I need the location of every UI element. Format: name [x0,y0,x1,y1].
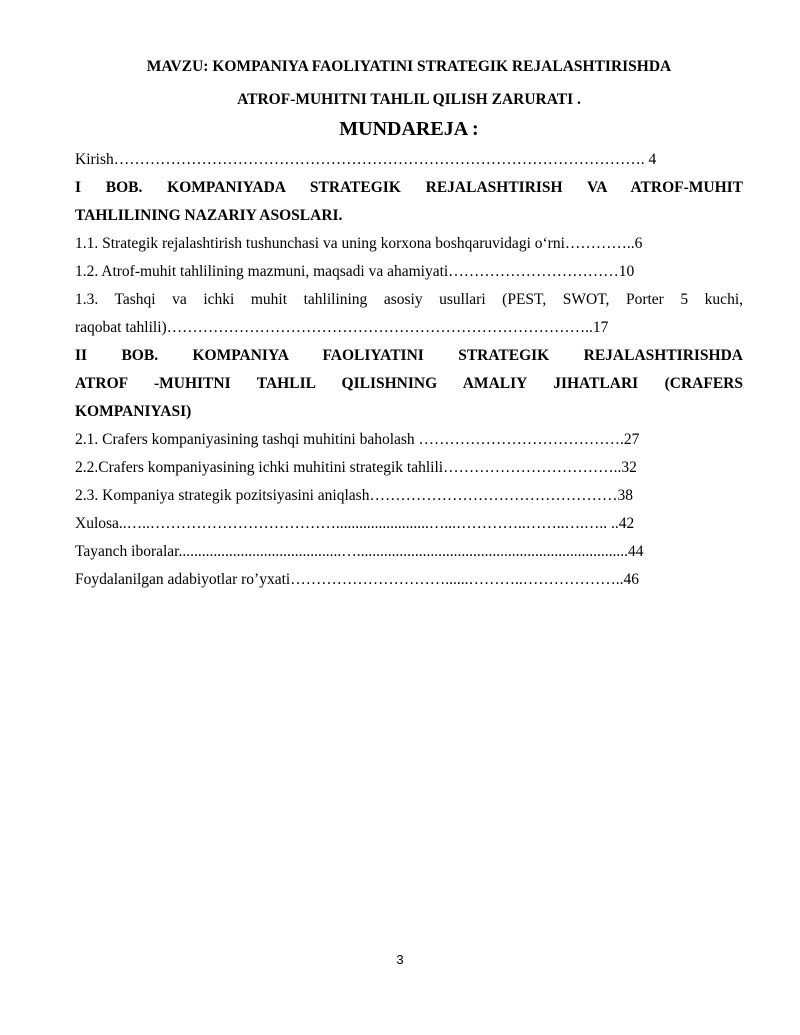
toc-chapter-2-title-end: KOMPANIYASI) [75,403,192,420]
page-number: 3 [396,952,404,967]
toc-entry-intro: Kirish…………………………………………………………………………………………. 4 [75,151,657,168]
toc-chapter-2-title: II BOB. KOMPANIYA FAOLIYATINI STRATEGIK REJALASHTIRISHDA [75,347,743,364]
toc-entry-2-1: 2.1. Crafers kompaniyasining tashqi muhitini baholash ………………………………….27 [75,431,640,448]
document-title-line-1: MAVZU: KOMPANIYA FAOLIYATINI STRATEGIK REJALASHTIRISHDA [146,58,672,75]
document-page [75,50,743,594]
toc-entry-conclusion: Xulosa..…..………………………………........................…...…………..……..….….. ..42 [75,515,635,532]
toc-entry-1-3: 1.3. Tashqi va ichki muhit tahlilining asosiy usullari (PEST, SWOT, Porter 5 kuchi, [75,291,743,308]
toc-chapter-2-title-continued: ATROF -MUHITNI TAHLIL QILISHNING AMALIY JIHATLARI (CRAFERS [75,375,743,392]
toc-entry-keywords: Tayanch iboralar..........................................…......................................................................44 [75,543,644,560]
toc-entry-references: Foydalanilgan adabiyotlar ro’yxati…………………………......………..………………..46 [75,571,639,588]
toc-chapter-1-title-continued: TAHLILINING NAZARIY ASOSLARI. [75,207,343,224]
toc-entry-1-3-continued: raqobat tahlili)………………………………………………………………………..17 [75,319,609,336]
table-of-contents-heading: MUNDAREJA : [339,118,479,140]
toc-entry-1-2: 1.2. Atrof-muhit tahlilining mazmuni, maqsadi va ahamiyati……………………………10 [75,263,635,280]
toc-entry-2-3: 2.3. Kompaniya strategik pozitsiyasini aniqlash…………………………………………38 [75,487,633,504]
toc-entry-1-1: 1.1. Strategik rejalashtirish tushunchasi va uning korxona boshqaruvidagi oʻrni…………..6 [75,235,643,252]
toc-chapter-1-title: I BOB. KOMPANIYADA STRATEGIK REJALASHTIRISH VA ATROF-MUHIT [75,179,743,196]
toc-entry-2-2: 2.2.Crafers kompaniyasining ichki muhitini strategik tahlili……………………………..32 [75,459,637,476]
document-title-line-2: ATROF-MUHITNI TAHLIL QILISH ZARURATI . [237,91,581,108]
